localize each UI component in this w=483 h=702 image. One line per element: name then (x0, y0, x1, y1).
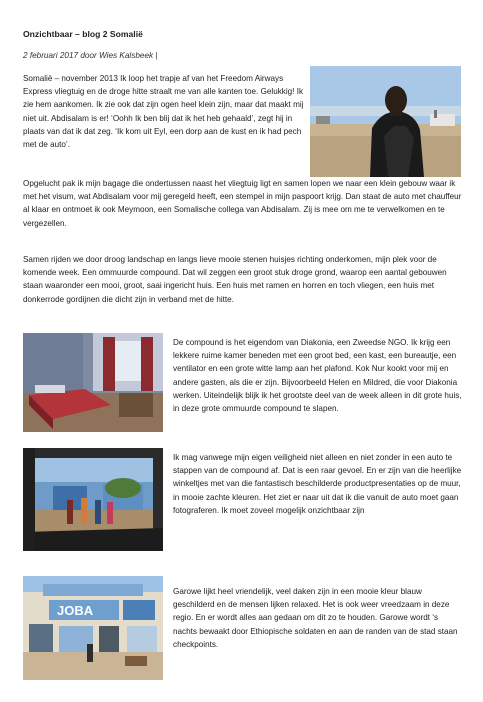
bedroom-photo (23, 333, 163, 432)
paragraph-5: Ik mag vanwege mijn eigen veiligheid niet alleen en niet zonder in een auto te stappen van de compound af. Dat is een raar gevoel. En er zijn van die heerlijke winkeltjes met van die fantastisch beschilderde productpresentaties op de muur, in mooie zachte kleuren. Het ziet er naar uit dat ik die vanuit de auto moet gaan fotograferen. Ik moet zoveel mogelijk onzichtbaar zijn (173, 453, 462, 515)
street-from-car-photo (23, 448, 163, 551)
man-at-airfield-photo (310, 66, 461, 177)
paragraph-4: De compound is het eigendom van Diakonia, een Zweedse NGO. Ik krijg een lekkere ruime kamer beneden met een groot bed, een kast, een bureautje, een ventilator en een grote witte lamp aan het plafond. Kok Nur kookt voor mij en andere gasten, als die er zijn. Bijvoorbeeld Helen en Mildred, die voor Diakonia werken. Uiteindelijk blijk ik het grootste deel van de week alleen in dit grote huis, in deze grote ommuurde compound te slapen. (173, 338, 462, 414)
paragraph-1: Somalië – november 2013 Ik loop het trapje af van het Freedom Airways Express vliegtuig en de droge hitte straalt me van alle kanten toe. Gelukkig! Ik zie hem aankomen. Ik zie ook dat zijn ogen heel klein zijn, maar dat maakt mij niet uit. Abdisalam is er! ‘Oohh Ik ben blij dat ik het heb gehaald’, zegt hij in plaats van dat ik dat zeg. ‘Ik kom uit Eyl, een dorp aan de kust en ik had pech met de auto’. (23, 74, 304, 150)
document-title: Onzichtbaar – blog 2 Somalië (23, 29, 143, 39)
paragraph-6: Garowe lijkt heel vriendelijk, veel daken zijn in een mooie kleur blauw geschilderd en de mensen lijken relaxed. Het is ook weer vreedzaam in deze regio. En er wordt alles aan gedaan om dit zo te houden. Garowe wordt ‘s nachts bewaakt door Ethiopische soldaten en aan de randen van de stad staan checkpoints. (173, 587, 458, 649)
document-byline: 2 februari 2017 door Wies Kalsbeek | (23, 51, 158, 60)
painted-shop-photo (23, 576, 163, 680)
shop-sign-text: JOBA (57, 603, 94, 618)
paragraph-3: Samen rijden we door droog landschap en langs lieve mooie stenen huisjes richting onderkomen, mijn plek voor de komende week. Een ommuurde compound. Dat wil zeggen een groot stuk droge grond, waarop een aantal gebouwen staan waaronder een mooi, groot, saai ingericht huis. Een huis met ramen en horren en toch vliegen, een huis met donkerrode gordijnen die dicht zijn in verband met de hitte. (23, 255, 447, 304)
paragraph-2: Opgelucht pak ik mijn bagage die ondertussen naast het vliegtuig ligt en samen lopen we naar een klein gebouw waar ik met het visum, wat Abdisalam voor mij geregeld heeft, een stempel in mijn paspoort krijg. Dan staat de auto met chauffeur al klaar en ontmoet ik ook Meymoon, een Somalische collega van Abdisalam. Zij is mee om me te verwelkomen en te vergezellen. (23, 179, 462, 228)
